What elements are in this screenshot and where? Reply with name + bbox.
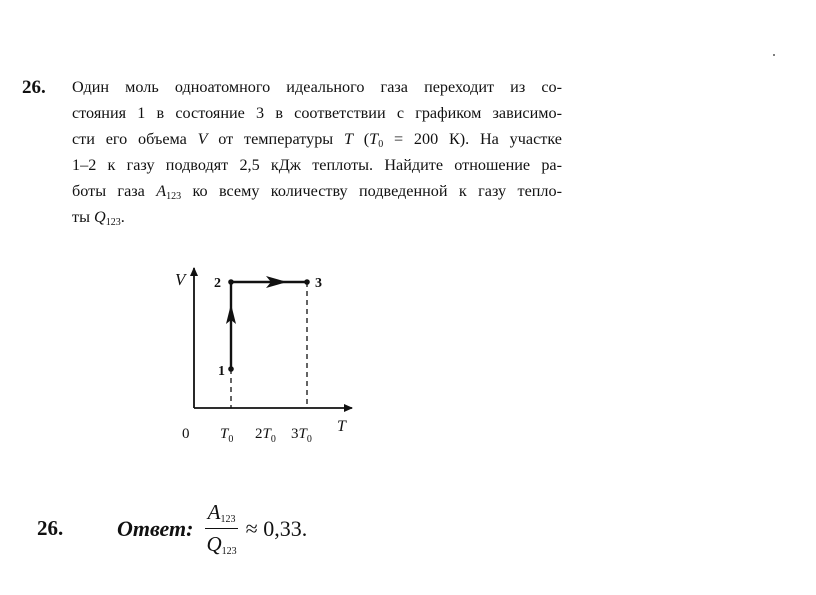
problem-line-1: Один моль одноатомного идеального газа переходит из со- (72, 78, 562, 96)
problem-number: 26. (22, 77, 46, 98)
y-axis-label: V (175, 270, 186, 289)
problem-line-5: боты газа $A_{123}$ ко всему количеству подведенной к газу тепло- (72, 182, 562, 202)
point-1-label: 1 (218, 364, 225, 379)
point-2-label: 2 (214, 276, 221, 291)
answer-number: 26. (37, 516, 64, 540)
fraction-numerator: $A_{123}$ (205, 500, 239, 529)
x-axis-label: T (337, 418, 346, 435)
tick-label-3t0: $3T_0$ (291, 426, 312, 445)
tick-label-t0: $T_0$ (220, 426, 234, 445)
problem-line-4: 1–2 к газу подводят 2,5 кДж теплоты. Найдите отношение ра- (72, 156, 562, 174)
point-2 (228, 279, 234, 285)
answer-label: Ответ: (117, 515, 194, 541)
answer (117, 500, 307, 557)
point-3 (304, 279, 310, 285)
scan-speck (773, 54, 775, 56)
point-3-label: 3 (315, 276, 322, 291)
answer-fraction (203, 500, 239, 557)
tick-label-2t0: $2T_0$ (255, 426, 276, 445)
problem-line-2: стояния 1 в состояние 3 в соответствии с графиком зависимо- (72, 104, 562, 122)
problem-line-3: сти его объема V от температуры T ($T_0 = 200$ К). На участке (72, 130, 562, 150)
origin-label: 0 (182, 426, 190, 442)
point-1 (228, 366, 234, 372)
fraction-denominator: $Q_{123}$ (206, 532, 237, 557)
problem-line-6: ты $Q_{123}$. (72, 208, 125, 228)
answer-value: ≈ 0,33. (245, 515, 308, 541)
